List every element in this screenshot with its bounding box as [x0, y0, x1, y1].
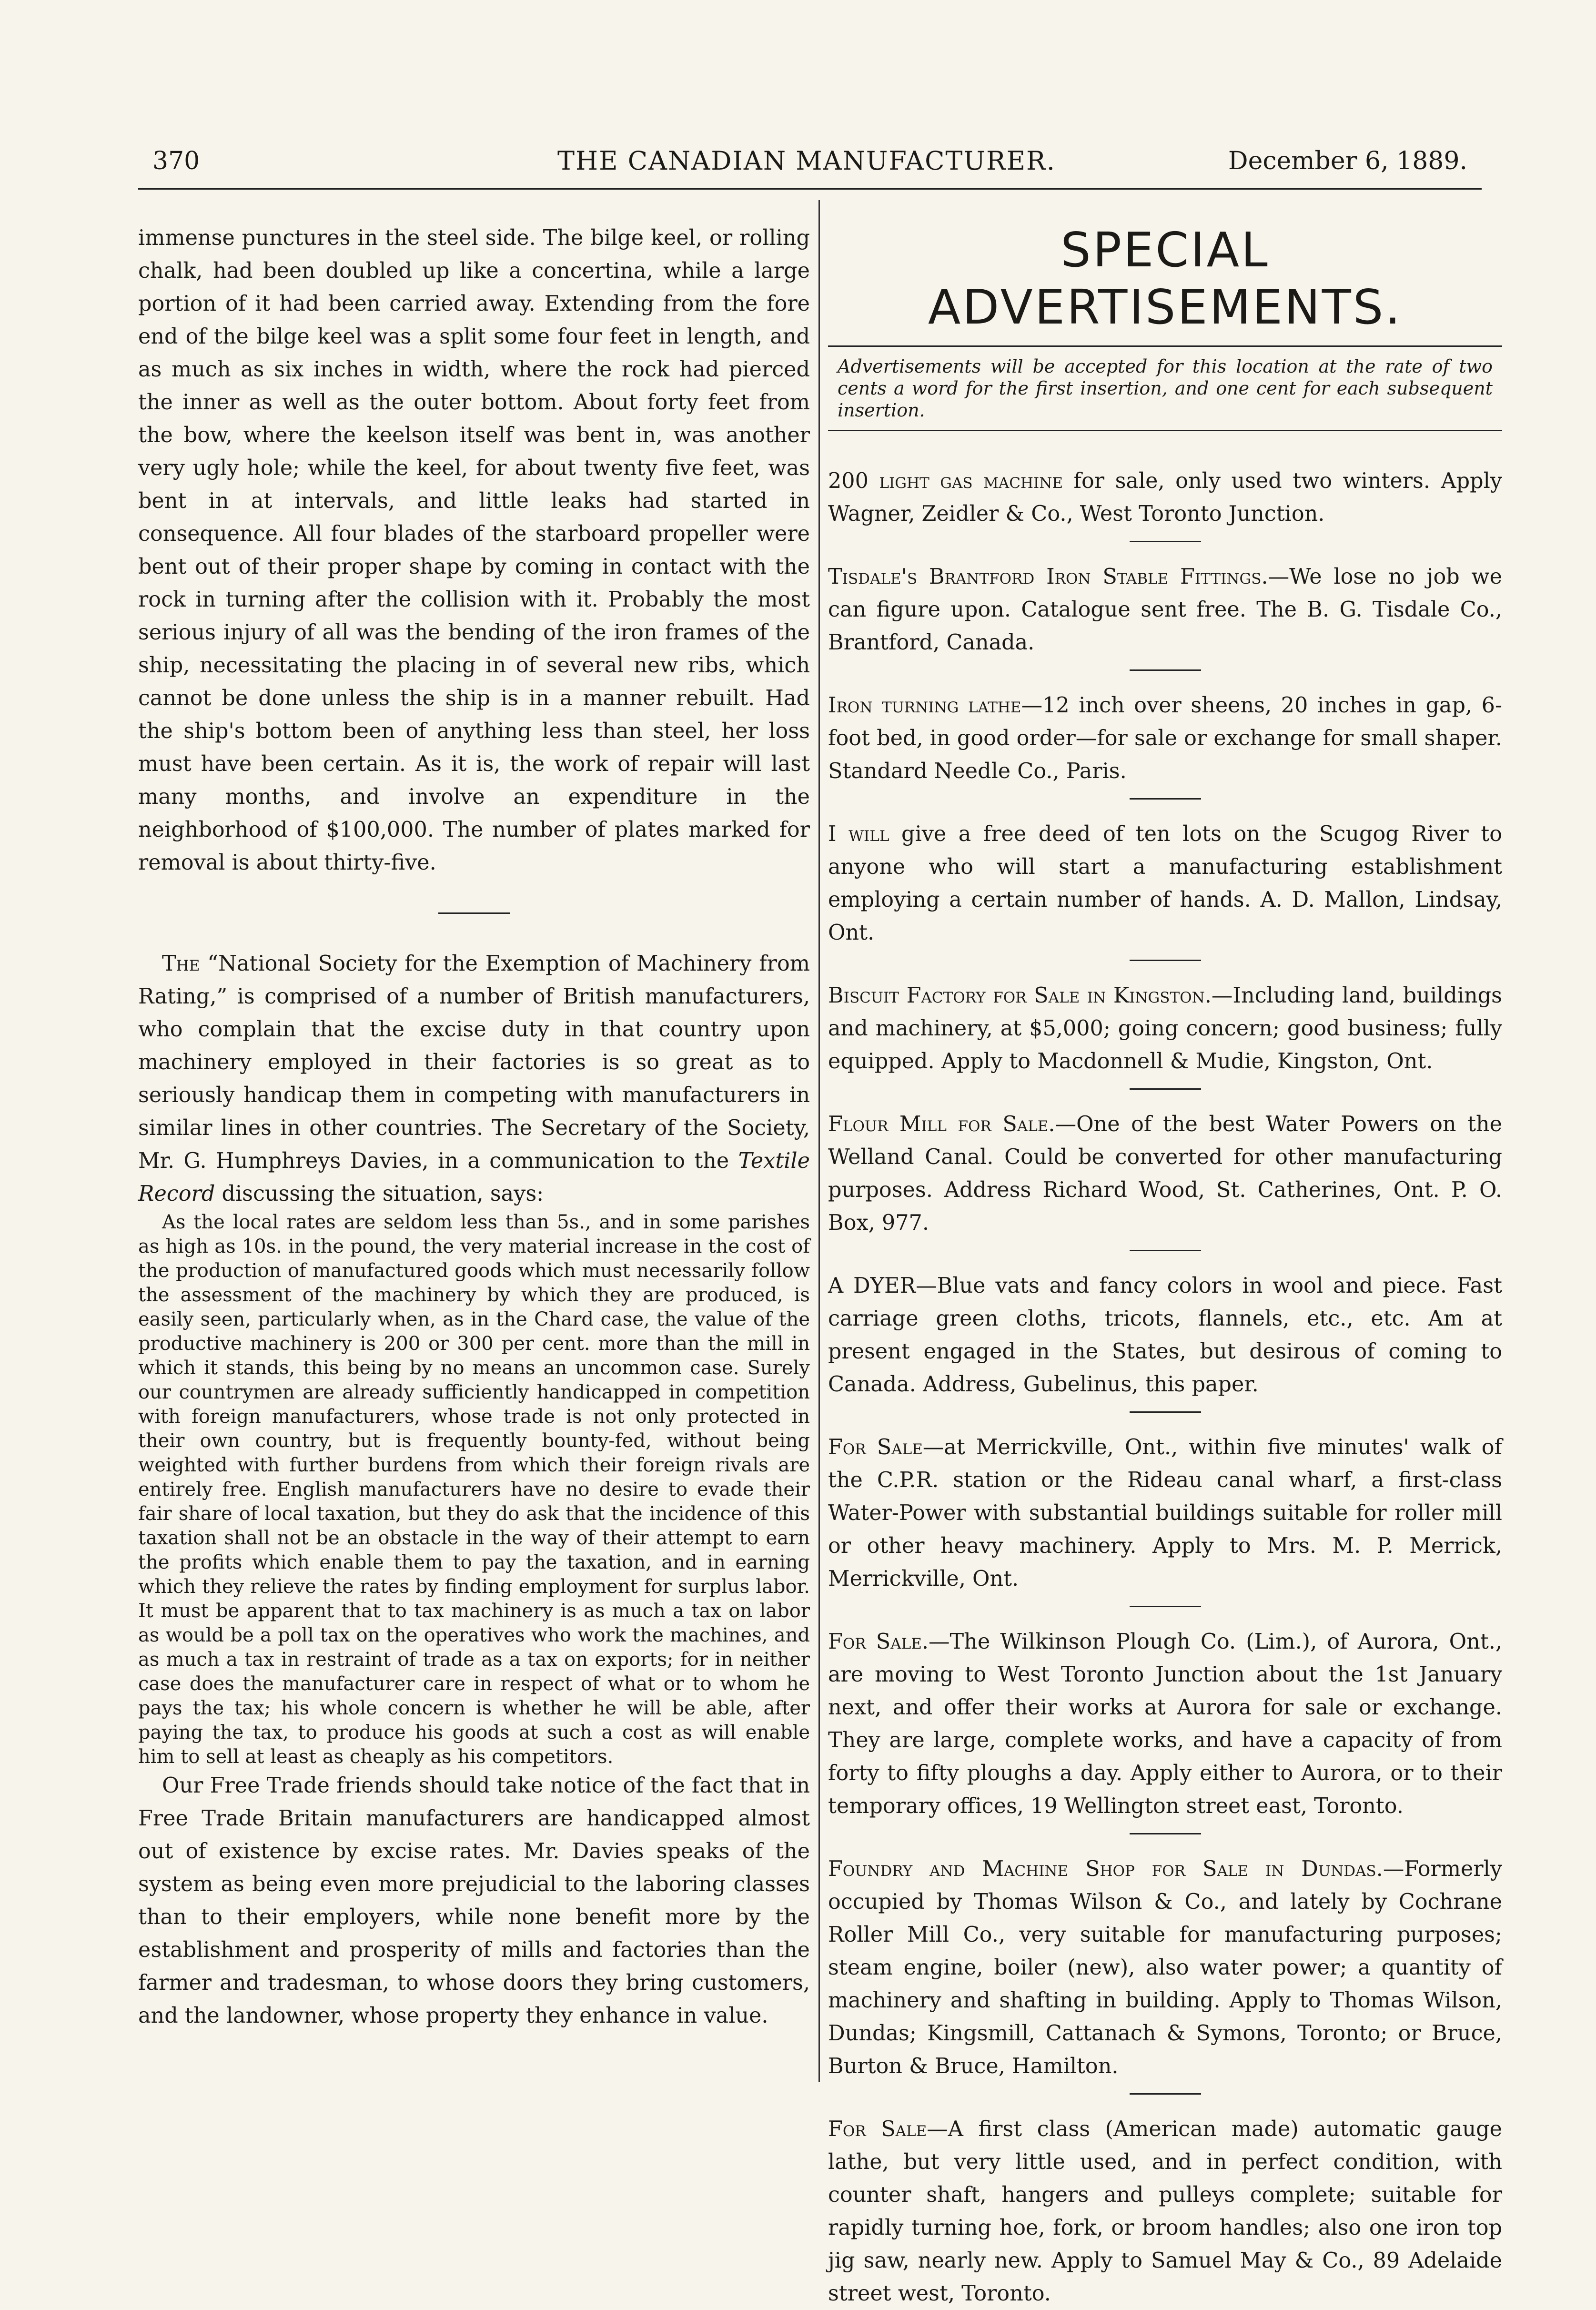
ad-dyer — [828, 1269, 1502, 1401]
masthead-title: THE CANADIAN MANUFACTURER. — [557, 146, 1056, 176]
ad-flour-mill — [828, 1108, 1502, 1239]
ad-wilkinson-plough — [828, 1625, 1502, 1823]
rates-note: Advertisements will be accepted for this location at the rate of two cents a word for the first insertion, and one cent for each subsequent insertion. — [838, 356, 1493, 421]
ad-divider — [1130, 1606, 1201, 1607]
ad-divider — [1130, 1833, 1201, 1834]
ad-gauge-lathe — [828, 2113, 1502, 2310]
ad-text: —One of the best Water Powers on the Welland Canal. Could be converted for other manufacturing purposes. Address Richard Wood, St. Catherines, Ont. P. O. Box, 977. — [828, 1112, 1502, 1235]
ad-divider — [1130, 1411, 1201, 1413]
ad-divider — [1130, 541, 1201, 542]
ad-gas-machine — [828, 465, 1502, 530]
ad-divider — [1130, 798, 1201, 800]
ad-scugog-lots — [828, 818, 1502, 949]
ad-lead: 200 light gas machine — [828, 469, 1063, 493]
ad-text: —Blue vats and fancy colors in wool and piece. Fast carriage green cloths, tricots, flannels, etc., etc. Am at present engaged in the States, but desirous of coming to Canada. Address, Gubelinus, this paper. — [828, 1274, 1502, 1397]
ad-lead: Iron turning lathe — [828, 693, 1021, 718]
ad-lead: For Sale — [828, 1435, 923, 1459]
ad-text: —12 inch over sheens, 20 inches in gap, 6-foot bed, in good order—for sale or exchange for small shaper. Standard Needle Co., Paris. — [828, 693, 1502, 783]
right-column — [828, 222, 1502, 2310]
ad-text: —A first class (American made) automatic gauge lathe, but very little used, and in perfect condition, with counter shaft, hangers and pulleys complete; suitable for rapidly turning hoe, fork, or broom handles; also one iron top jig saw, nearly new. Apply to Samuel May & Co., 89 Adelaide street west, Toronto. — [828, 2117, 1502, 2306]
ad-lead: For Sale — [828, 2117, 927, 2141]
ad-divider — [1130, 1250, 1201, 1251]
ship-repair-paragraph: immense punctures in the steel side. The bilge keel, or rolling chalk, had been doubled up like a concertina, while a large portion of it had been carried away. Extending from the fore end of the bilge keel was a split some four feet in length, and as much as six inches in width, where the rock had pierced the inner as well as the outer bottom. About forty feet from the bow, where the keelson itself was bent in, was another very ugly hole; while the keel, for about twenty five feet, was bent in at intervals, and little leaks had started in consequence. All four blades of the starboard propeller were bent out of their proper shape by coming in contact with the rock in turning after the collision with it. Probably the most serious injury of all was the bending of the iron frames of the ship, necessitating the placing in of several new ribs, which cannot be done unless the ship is in a manner rebuilt. Had the ship's bottom been of anything less than steel, her loss must have been certain. As it is, the work of repair will last many months, and involve an expenditure in the neighborhood of $100,000. The number of plates marked for removal is about thirty-five. — [138, 226, 810, 875]
ad-lead: I will — [828, 822, 889, 846]
free-trade-paragraph: Our Free Trade friends should take notice of the fact that in Free Trade Britain manufacturers are handicapped almost out of existence by excise rates. Mr. Davies speaks of the system as being even more prejudicial to the laboring classes than to their employers, while none benefit more by the establishment and prosperity of mills and factories than the farmer and tradesman, to whose doors they bring customers, and the landowner, whose property they enhance in value. — [138, 1773, 810, 2028]
ad-text: —Including land, buildings and machinery, at $5,000; going concern; good business; fully equipped. Apply to Macdonnell & Mudie, Kingston, Ont. — [828, 983, 1502, 1074]
heading-rule — [828, 345, 1502, 347]
issue-date: December 6, 1889. — [1228, 147, 1467, 175]
ad-lead: Biscuit Factory for Sale in Kingston. — [828, 983, 1212, 1008]
ad-merrickville — [828, 1431, 1502, 1595]
ad-divider — [1130, 669, 1201, 671]
ad-dundas-foundry — [828, 1853, 1502, 2083]
ad-text: —We lose no job we can figure upon. Catalogue sent free. The B. G. Tisdale Co., Brantford, Canada. — [828, 565, 1502, 655]
ad-lead: Flour Mill for Sale. — [828, 1112, 1055, 1136]
ad-divider — [1130, 960, 1201, 961]
left-column — [138, 222, 810, 2032]
ad-text: —The Wilkinson Plough Co. (Lim.), of Aurora, Ont., are moving to West Toronto Junction about the 1st January next, and offer their works at Aurora for sale or exchange. They are large, complete works, and have a capacity of from forty to fifty ploughs a day. Apply either to Aurora, or to their temporary offices, 19 Wellington street east, Toronto. — [828, 1630, 1502, 1818]
ad-turning-lathe — [828, 689, 1502, 788]
special-advertisements-heading: SPECIAL ADVERTISEMENTS. — [928, 222, 1403, 335]
society-lead: The — [162, 952, 200, 976]
rates-rule — [828, 430, 1502, 431]
ad-text: —at Merrickville, Ont., within five minutes' walk of the C.P.R. station or the Rideau canal wharf, a first-class Water-Power with substantial buildings suitable for roller mill or other heavy machinery. Apply to Mrs. M. P. Merrick, Merrickville, Ont. — [828, 1435, 1503, 1591]
ad-divider — [1130, 1088, 1201, 1090]
ad-text: give a free deed of ten lots on the Scugog River to anyone who will start a manufacturing establishment employing a certain number of hands. A. D. Mallon, Lindsay, Ont. — [828, 822, 1502, 945]
quoted-passage: As the local rates are seldom less than 5s., and in some parishes as high as 10s. in the pound, the very material increase in the cost of the production of manufactured goods which must necessarily follow the assessment of the machinery by which they are produced, is easily seen, particularly when, as in the Chard case, the value of the productive machinery is 200 or 300 per cent. more than the mill in which it stands, this being by no means an uncommon case. Surely our countrymen are already sufficiently handicapped in competition with foreign manufacturers, whose trade is not only protected in their own country, but is frequently bounty-fed, without being weighted with further burdens from which their foreign rivals are entirely free. English manufacturers have no desire to evade their fair share of local taxation, but they do ask that the incidence of this taxation shall not be an obstacle in the way of their attempt to earn the profits which enable them to pay the taxation, and in earning which they relieve the rates by finding employment for surplus labor. It must be apparent that to tax machinery is as much a tax on labor as would be a poll tax on the operatives who work the machines, and as much a tax in restraint of trade as a tax on exports; for in neither case does the manufacturer care in respect of what or to whom he pays the tax; his whole concern is whether he will be able, after paying the tax, to produce his goods at such a cost as will enable him to sell at least as cheaply as his competitors. — [138, 1211, 810, 1768]
ad-text: for sale, only used two winters. Apply Wagner, Zeidler & Co., West Toronto Junction. — [828, 469, 1502, 526]
ad-tisdale-fittings — [828, 560, 1502, 659]
society-text-1: “National Society for the Exemption of Machinery from Rating,” is comprised of a number of British manufacturers, who complain that the excise duty in that country upon machinery employed in their factories is so great as to seriously handicap them in competing with manufacturers in similar lines in other countries. The Secretary of the Society, Mr. G. Humphreys Davies, in a communication to the — [138, 952, 810, 1173]
column-divider — [818, 200, 820, 2082]
society-paragraph — [138, 947, 810, 1210]
ad-biscuit-factory — [828, 979, 1502, 1078]
ad-text: —Formerly occupied by Thomas Wilson & Co., and lately by Cochrane Roller Mill Co., very suitable for manufacturing purposes; steam engine, boiler (new), also water power; a quantity of machinery and shafting in building. Apply to Thomas Wilson, Dundas; Kingsmill, Cattanach & Symons, Toronto; or Bruce, Burton & Bruce, Hamilton. — [828, 1857, 1502, 2078]
ad-divider — [1130, 2093, 1201, 2095]
society-text-2: discussing the situation, says: — [215, 1182, 544, 1206]
page-number: 370 — [152, 147, 200, 175]
ad-lead: Tisdale's Brantford Iron Stable Fittings. — [828, 565, 1268, 589]
ad-lead: For Sale. — [828, 1630, 929, 1654]
ad-lead: Foundry and Machine Shop for Sale in Dundas. — [828, 1857, 1383, 1881]
ad-lead: A DYER — [828, 1274, 916, 1298]
header-rule — [138, 188, 1482, 190]
section-divider — [438, 912, 510, 914]
journal-title: Textile Record — [138, 1149, 810, 1206]
